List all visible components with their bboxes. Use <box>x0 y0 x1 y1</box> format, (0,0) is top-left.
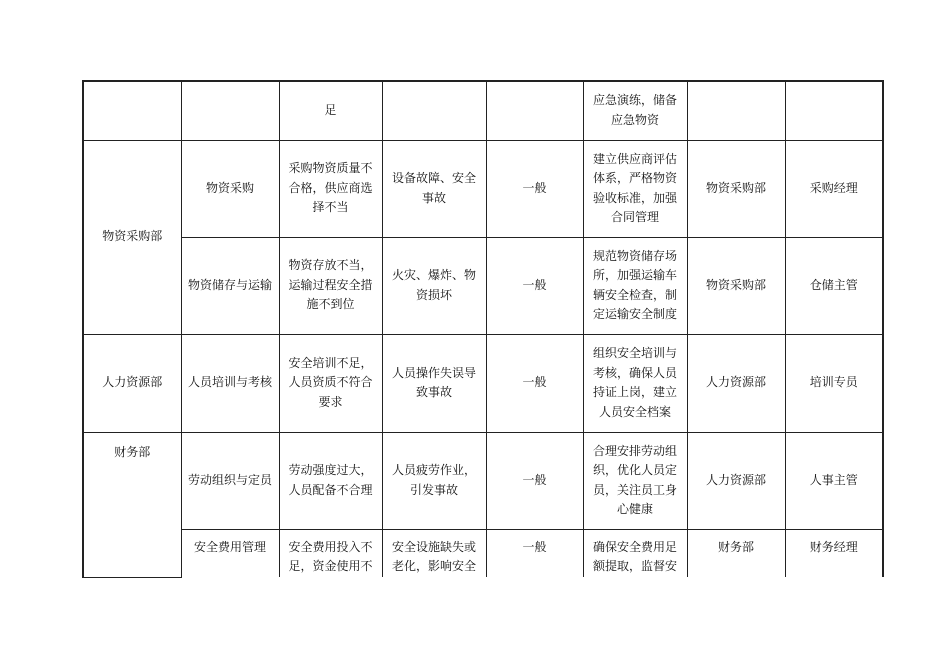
responsible-person-cell: 培训专员 <box>785 334 883 432</box>
item-cell: 劳动组织与定员 <box>181 432 279 529</box>
department-cell: 物资采购部 <box>83 140 181 334</box>
risk-cell: 采购物资质量不合格，供应商选择不当 <box>279 140 382 237</box>
department-cell <box>83 81 181 140</box>
table-row <box>83 140 883 237</box>
responsible-dept-cell: 财务部 <box>687 529 785 577</box>
item-cell: 物资采购 <box>181 140 279 237</box>
responsible-dept-cell: 物资采购部 <box>687 237 785 334</box>
responsible-person-cell: 人事主管 <box>785 432 883 529</box>
responsible-dept-cell: 人力资源部 <box>687 334 785 432</box>
table-row <box>83 432 883 529</box>
measures-cell: 规范物资储存场所，加强运输车辆安全检查，制定运输安全制度 <box>583 237 687 334</box>
measures-cell: 建立供应商评估体系，严格物资验收标准，加强合同管理 <box>583 140 687 237</box>
responsible-dept-cell <box>687 81 785 140</box>
department-cell: 财务部 <box>83 432 181 577</box>
consequence-cell: 火灾、爆炸、物资损坏 <box>382 237 486 334</box>
level-cell: 一般 <box>486 432 583 529</box>
item-cell: 物资储存与运输 <box>181 237 279 334</box>
item-cell <box>181 81 279 140</box>
level-cell: 一般 <box>486 237 583 334</box>
level-cell: 一般 <box>486 140 583 237</box>
responsible-dept-cell: 物资采购部 <box>687 140 785 237</box>
level-cell: 一般 <box>486 334 583 432</box>
risk-cell: 物资存放不当，运输过程安全措施不到位 <box>279 237 382 334</box>
table-row <box>83 334 883 432</box>
measures-cell: 组织安全培训与考核，确保人员持证上岗，建立人员安全档案 <box>583 334 687 432</box>
risk-cell: 足 <box>279 81 382 140</box>
level-cell: 一般 <box>486 529 583 577</box>
consequence-cell <box>382 81 486 140</box>
item-cell: 安全费用管理 <box>181 529 279 577</box>
risk-control-table <box>82 80 884 578</box>
measures-cell: 应急演练，储备应急物资 <box>583 81 687 140</box>
measures-cell: 合理安排劳动组织，优化人员定员，关注员工身心健康 <box>583 432 687 529</box>
department-cell: 人力资源部 <box>83 334 181 432</box>
risk-cell: 劳动强度过大，人员配备不合理 <box>279 432 382 529</box>
responsible-person-cell: 财务经理 <box>785 529 883 577</box>
table-row <box>83 237 883 334</box>
responsible-dept-cell: 人力资源部 <box>687 432 785 529</box>
consequence-cell: 人员疲劳作业，引发事故 <box>382 432 486 529</box>
table-row <box>83 529 883 577</box>
table-row <box>83 81 883 140</box>
risk-cell: 安全费用投入不足，资金使用不 <box>279 529 382 577</box>
responsible-person-cell: 采购经理 <box>785 140 883 237</box>
level-cell <box>486 81 583 140</box>
consequence-cell: 安全设施缺失或老化，影响安全 <box>382 529 486 577</box>
risk-cell: 安全培训不足，人员资质不符合要求 <box>279 334 382 432</box>
item-cell: 人员培训与考核 <box>181 334 279 432</box>
consequence-cell: 设备故障、安全事故 <box>382 140 486 237</box>
consequence-cell: 人员操作失误导致事故 <box>382 334 486 432</box>
responsible-person-cell: 仓储主管 <box>785 237 883 334</box>
responsible-person-cell <box>785 81 883 140</box>
measures-cell: 确保安全费用足额提取，监督安 <box>583 529 687 577</box>
